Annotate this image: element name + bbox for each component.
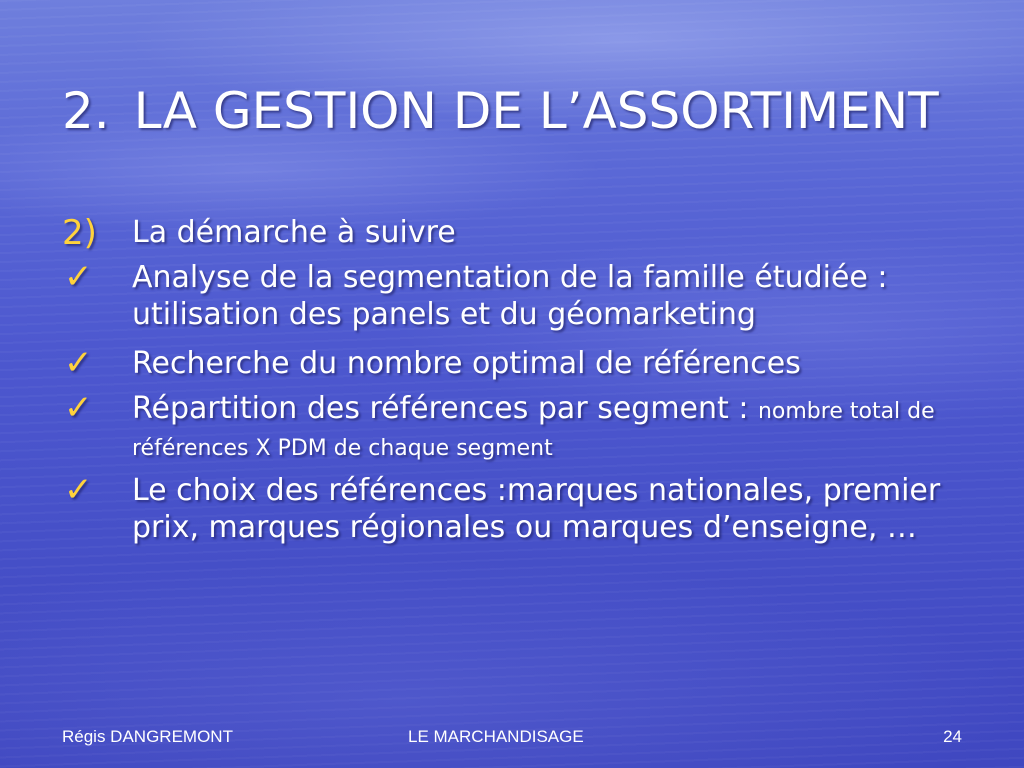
check-icon: ✓ — [64, 257, 93, 297]
list-item-step — [62, 214, 972, 251]
title-text: LA GESTION DE L’ASSORTIMENT — [133, 82, 939, 140]
step-number-marker: 2) — [62, 213, 97, 253]
footer-page-number: 24 — [943, 727, 962, 746]
list-item-text: Le choix des références :marques nationales, premier prix, marques régionales ou marques d’enseigne, … — [132, 473, 941, 545]
check-icon: ✓ — [64, 343, 93, 383]
list-item-text — [132, 390, 972, 464]
footer-author: Régis DANGREMONT — [62, 727, 233, 746]
list-item-main-text: Répartition des références par segment : — [132, 391, 758, 426]
list-item-text: La démarche à suivre — [132, 215, 456, 250]
title-number: 2. — [62, 82, 110, 140]
list-item — [62, 259, 972, 333]
list-item — [62, 472, 972, 546]
list-item — [62, 390, 972, 464]
list-item-text: Analyse de la segmentation de la famille étudiée : utilisation des panels et du géomarketing — [132, 260, 888, 332]
list-item-text: Recherche du nombre optimal de références — [132, 346, 801, 381]
footer-course: LE MARCHANDISAGE — [408, 727, 584, 746]
check-icon: ✓ — [64, 470, 93, 510]
slide-title — [62, 80, 939, 142]
list-item-small-text: nombre total de références X PDM de chaque segment — [132, 399, 935, 461]
list-item — [62, 345, 972, 382]
check-icon: ✓ — [64, 388, 93, 428]
slide-content — [62, 214, 972, 546]
